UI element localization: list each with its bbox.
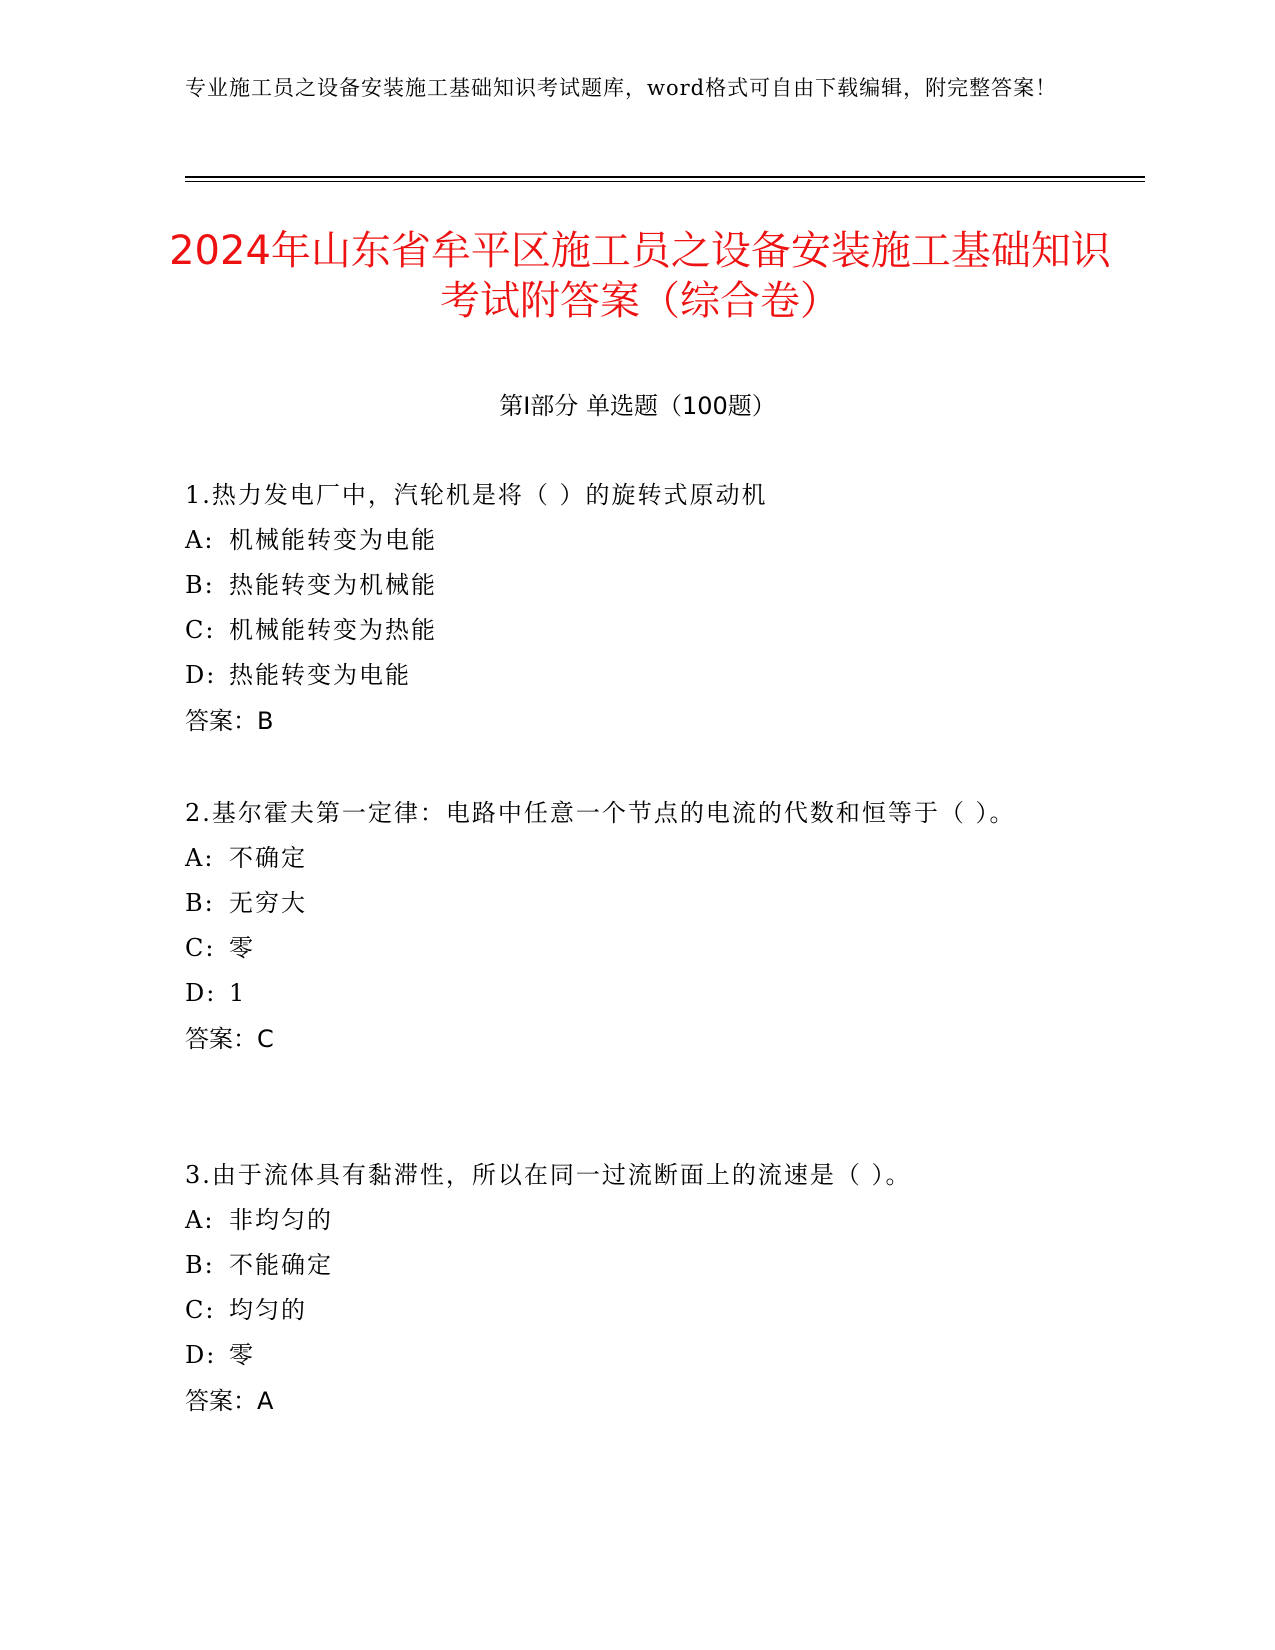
option-text: 机械能转变为电能	[229, 526, 437, 554]
option-key: C:	[185, 934, 216, 962]
option-key: A:	[185, 844, 215, 872]
option-key: B:	[185, 1251, 215, 1279]
option-text: 非均匀的	[229, 1206, 333, 1234]
answer-line: 答案：A	[185, 1387, 274, 1415]
option-text: 热能转变为电能	[229, 661, 411, 689]
question-stem: 3.由于流体具有黏滞性，所以在同一过流断面上的流速是（ ）。	[185, 1161, 912, 1189]
option-d	[185, 1333, 1065, 1378]
option-b	[185, 881, 1065, 926]
option-key: A:	[185, 526, 215, 554]
header-divider-thin	[185, 181, 1145, 182]
option-key: C:	[185, 1296, 216, 1324]
option-text: 均匀的	[229, 1296, 307, 1324]
option-c	[185, 926, 1065, 971]
option-b	[185, 1243, 1065, 1288]
option-text: 机械能转变为热能	[229, 616, 437, 644]
option-text: 无穷大	[229, 889, 307, 917]
option-key: C:	[185, 616, 216, 644]
document-title: 2024年山东省牟平区施工员之设备安装施工基础知识考试附答案（综合卷）	[169, 228, 1111, 324]
header-divider-thick	[185, 176, 1145, 178]
option-text: 零	[229, 934, 255, 962]
header-note: 专业施工员之设备安装施工基础知识考试题库，word格式可自由下载编辑，附完整答案！	[185, 76, 1058, 100]
option-a	[185, 518, 1065, 563]
answer-line: 答案：B	[185, 707, 274, 735]
option-text: 零	[229, 1341, 255, 1369]
option-d	[185, 653, 1065, 698]
option-text: 不能确定	[229, 1251, 333, 1279]
question-3	[185, 1152, 1065, 1424]
option-b	[185, 563, 1065, 608]
option-text: 不确定	[229, 844, 307, 872]
question-stem: 2.基尔霍夫第一定律：电路中任意一个节点的电流的代数和恒等于（ ）。	[185, 799, 1016, 827]
option-text: 热能转变为机械能	[229, 571, 437, 599]
option-d	[185, 971, 1065, 1016]
option-key: D:	[185, 661, 217, 689]
option-key: D:	[185, 1341, 217, 1369]
question-2	[185, 790, 1065, 1062]
option-text: 1	[229, 979, 247, 1007]
question-1	[185, 472, 1065, 744]
answer-line: 答案：C	[185, 1025, 274, 1053]
option-key: A:	[185, 1206, 215, 1234]
option-key: B:	[185, 889, 215, 917]
option-c	[185, 1288, 1065, 1333]
option-c	[185, 608, 1065, 653]
option-a	[185, 836, 1065, 881]
question-stem: 1.热力发电厂中，汽轮机是将（ ）的旋转式原动机	[185, 481, 768, 509]
option-a	[185, 1198, 1065, 1243]
option-key: D:	[185, 979, 217, 1007]
option-key: B:	[185, 571, 215, 599]
section-title: 第Ⅰ部分 单选题（100题）	[499, 392, 776, 420]
